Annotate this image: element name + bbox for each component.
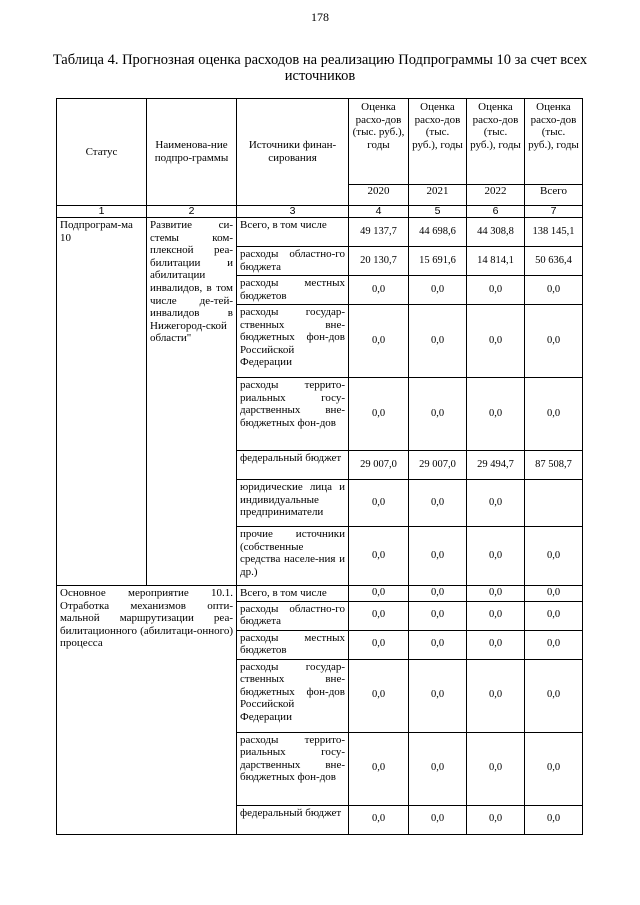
value-total: 0,0	[525, 630, 583, 659]
value-2021: 0,0	[409, 276, 467, 305]
value-2020: 29 007,0	[349, 451, 409, 480]
source-cell: расходы террито-риальных госу-дарственных вне-бюджетных фон-дов	[237, 732, 349, 805]
value-total: 0,0	[525, 586, 583, 602]
column-number: 3	[237, 206, 349, 218]
value-2020: 0,0	[349, 480, 409, 527]
value-2022: 0,0	[467, 732, 525, 805]
value-2022: 0,0	[467, 378, 525, 451]
source-cell: расходы областно-го бюджета	[237, 601, 349, 630]
value-total: 0,0	[525, 305, 583, 378]
source-cell: Всего, в том числе	[237, 586, 349, 602]
value-2021: 15 691,6	[409, 247, 467, 276]
header-year-total: Всего	[525, 184, 583, 205]
value-2022: 29 494,7	[467, 451, 525, 480]
value-total: 0,0	[525, 659, 583, 732]
value-2020: 0,0	[349, 601, 409, 630]
page-number: 178	[311, 10, 329, 24]
header-estimate-2021: Оценка расхо-дов (тыс. руб.), годы	[409, 99, 467, 185]
source-cell: юридические лица и индивидуальные предприниматели	[237, 480, 349, 527]
header-estimate-2022: Оценка расхо-дов (тыс. руб.), годы	[467, 99, 525, 185]
value-2022: 0,0	[467, 527, 525, 586]
budget-table	[56, 98, 583, 835]
table-caption: Таблица 4. Прогнозная оценка расходов на реализацию Подпрограммы 10 за счет всех источников	[52, 52, 588, 84]
header-row	[57, 99, 583, 185]
value-2021: 0,0	[409, 378, 467, 451]
column-number-row	[57, 206, 583, 218]
value-2020: 49 137,7	[349, 218, 409, 247]
value-2021: 0,0	[409, 805, 467, 834]
value-2020: 0,0	[349, 305, 409, 378]
value-total: 0,0	[525, 378, 583, 451]
source-cell: расходы террито-риальных госу-дарственных вне-бюджетных фон-дов	[237, 378, 349, 451]
value-total	[525, 480, 583, 527]
value-2021: 0,0	[409, 480, 467, 527]
column-number: 1	[57, 206, 147, 218]
value-2021: 44 698,6	[409, 218, 467, 247]
header-sources: Источники финан-сирования	[237, 99, 349, 206]
value-2020: 0,0	[349, 378, 409, 451]
value-2022: 0,0	[467, 586, 525, 602]
value-2022: 0,0	[467, 276, 525, 305]
table-row	[57, 586, 583, 602]
value-2022: 0,0	[467, 805, 525, 834]
value-total: 0,0	[525, 601, 583, 630]
header-year-2021: 2021	[409, 184, 467, 205]
header-estimate-2020: Оценка расхо-дов (тыс. руб.), годы	[349, 99, 409, 185]
source-cell: расходы государ-ственных вне-бюджетных фон-дов Российской Федерации	[237, 305, 349, 378]
value-2022: 0,0	[467, 480, 525, 527]
value-total: 0,0	[525, 805, 583, 834]
column-number: 7	[525, 206, 583, 218]
source-cell: расходы местных бюджетов	[237, 276, 349, 305]
value-2021: 29 007,0	[409, 451, 467, 480]
value-total: 0,0	[525, 732, 583, 805]
value-2021: 0,0	[409, 601, 467, 630]
table-row	[57, 218, 583, 247]
value-2020: 0,0	[349, 630, 409, 659]
value-2021: 0,0	[409, 305, 467, 378]
source-cell: расходы областно-го бюджета	[237, 247, 349, 276]
value-2022: 44 308,8	[467, 218, 525, 247]
source-cell: Всего, в том числе	[237, 218, 349, 247]
header-name: Наименова-ние подпро-граммы	[147, 99, 237, 206]
value-total: 0,0	[525, 276, 583, 305]
source-cell: расходы государ-ственных вне-бюджетных фон-дов Российской Федерации	[237, 659, 349, 732]
value-2021: 0,0	[409, 732, 467, 805]
subprogram-name-cell: Развитие си-стемы ком-плексной реа-билитации и абилитации инвалидов, в том числе де-тей-инвалидов в Нижегород-ской области"	[147, 218, 237, 586]
source-cell: федеральный бюджет	[237, 805, 349, 834]
header-year-2022: 2022	[467, 184, 525, 205]
value-2022: 0,0	[467, 305, 525, 378]
column-number: 6	[467, 206, 525, 218]
header-status: Статус	[57, 99, 147, 206]
value-total: 0,0	[525, 527, 583, 586]
value-2021: 0,0	[409, 630, 467, 659]
column-number: 4	[349, 206, 409, 218]
value-2020: 0,0	[349, 527, 409, 586]
column-number: 5	[409, 206, 467, 218]
value-total: 138 145,1	[525, 218, 583, 247]
value-total: 87 508,7	[525, 451, 583, 480]
main-activity-cell: Основное мероприятие 10.1. Отработка механизмов опти-мальной маршрутизации реа-билитационного (абилитаци-онного) процесса	[57, 586, 237, 835]
column-number: 2	[147, 206, 237, 218]
value-2021: 0,0	[409, 659, 467, 732]
value-2020: 0,0	[349, 805, 409, 834]
value-2022: 0,0	[467, 659, 525, 732]
source-cell: федеральный бюджет	[237, 451, 349, 480]
source-cell: прочие источники (собственные средства населе-ния и др.)	[237, 527, 349, 586]
value-total: 50 636,4	[525, 247, 583, 276]
value-2022: 0,0	[467, 630, 525, 659]
header-year-2020: 2020	[349, 184, 409, 205]
value-2020: 20 130,7	[349, 247, 409, 276]
source-cell: расходы местных бюджетов	[237, 630, 349, 659]
header-estimate-total: Оценка расхо-дов (тыс. руб.), годы	[525, 99, 583, 185]
status-cell: Подпрограм-ма 10	[57, 218, 147, 586]
value-2022: 0,0	[467, 601, 525, 630]
value-2021: 0,0	[409, 527, 467, 586]
value-2020: 0,0	[349, 586, 409, 602]
value-2020: 0,0	[349, 732, 409, 805]
value-2020: 0,0	[349, 659, 409, 732]
value-2020: 0,0	[349, 276, 409, 305]
value-2022: 14 814,1	[467, 247, 525, 276]
value-2021: 0,0	[409, 586, 467, 602]
